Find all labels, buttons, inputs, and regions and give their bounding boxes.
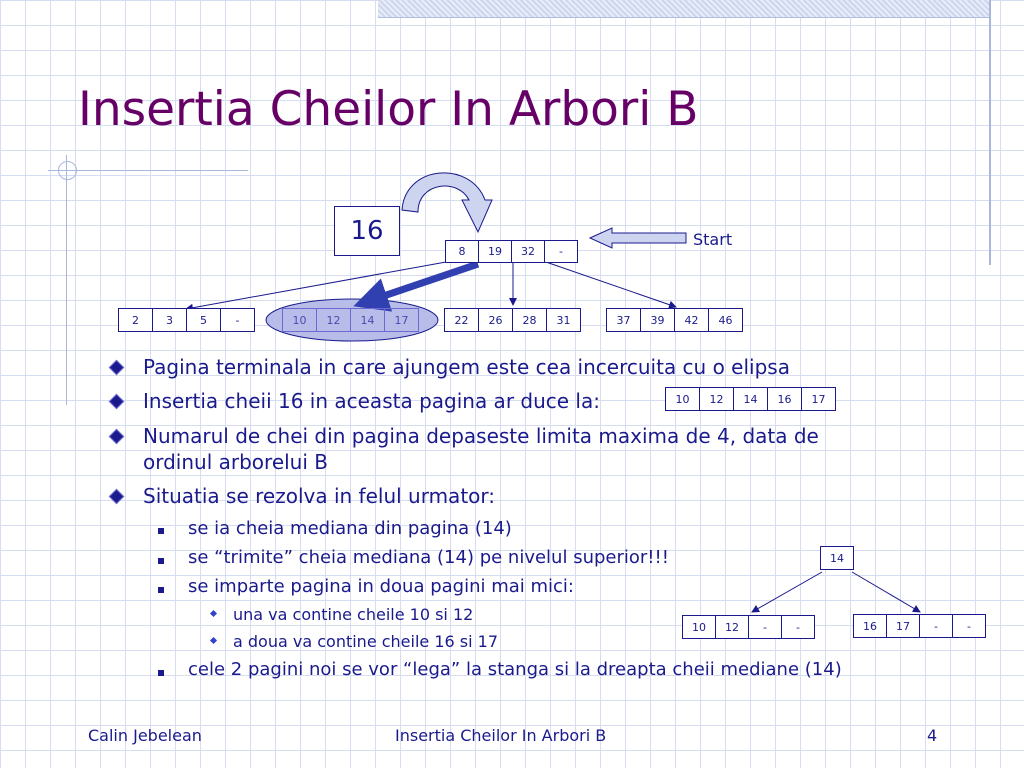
root-key: - — [544, 240, 578, 263]
slide-title: Insertia Cheilor In Arbori B — [78, 82, 699, 137]
overflow-key: 14 — [733, 387, 768, 411]
split-parent-key: 14 — [820, 546, 854, 570]
leaf-key: - — [220, 308, 255, 332]
split-right-node — [853, 614, 986, 638]
root-key: 19 — [478, 240, 512, 263]
start-arrow — [590, 228, 686, 248]
sub-sub-bullet-text: una va contine cheile 10 si 12 — [233, 605, 474, 624]
sub-bullet-text: se ia cheia mediana din pagina (14) — [188, 518, 512, 539]
bullet-text: Insertia cheii 16 in aceasta pagina ar duce la: — [143, 389, 600, 413]
split-left-key: 10 — [682, 615, 716, 639]
overflow-key: 10 — [665, 387, 700, 411]
leaf-key: 17 — [384, 308, 419, 332]
split-left-node — [682, 615, 815, 639]
overflow-key: 12 — [699, 387, 734, 411]
leaf-key: 46 — [708, 308, 743, 332]
leaf-key: 5 — [186, 308, 221, 332]
search-path-arrow — [360, 264, 478, 304]
leaf-key: 31 — [546, 308, 581, 332]
leaf-node-1 — [118, 308, 255, 332]
footer-title: Insertia Cheilor In Arbori B — [395, 726, 607, 745]
bullet-square-icon — [158, 670, 164, 676]
leaf-key: 12 — [316, 308, 351, 332]
leaf-key: 28 — [512, 308, 547, 332]
leaf-key: 22 — [444, 308, 479, 332]
split-right-key: 16 — [853, 614, 887, 638]
split-left-key: - — [748, 615, 782, 639]
leaf-key: 37 — [606, 308, 641, 332]
split-right-key: - — [952, 614, 986, 638]
leaf-key: 26 — [478, 308, 513, 332]
key-to-insert-box: 16 — [334, 206, 400, 256]
split-parent-node — [820, 546, 854, 570]
curved-insert-arrow — [402, 173, 492, 232]
footer-author: Calin Jebelean — [88, 726, 202, 745]
overflow-key: 17 — [801, 387, 836, 411]
leaf-key: 39 — [640, 308, 675, 332]
split-left-key: - — [781, 615, 815, 639]
bullet-square-icon — [158, 558, 164, 564]
bullet-text: Pagina terminala in care ajungem este cea incercuita cu o elipsa — [143, 355, 790, 379]
leaf-key: 14 — [350, 308, 385, 332]
leaf-key: 42 — [674, 308, 709, 332]
bullet-square-icon — [158, 587, 164, 593]
overflow-key: 16 — [767, 387, 802, 411]
leaf-node-2-target — [282, 308, 419, 332]
sub-bullet-text: se imparte pagina in doua pagini mai mici: — [188, 576, 574, 597]
leaf-key: 3 — [152, 308, 187, 332]
bullet-text: Numarul de chei din pagina depaseste limita maxima de 4, data de — [143, 424, 819, 448]
leaf-key: 2 — [118, 308, 153, 332]
bullet-text: Situatia se rezolva in felul urmator: — [143, 484, 496, 508]
footer-page-number: 4 — [927, 726, 938, 745]
leaf-node-4 — [606, 308, 743, 332]
bullet-text-continuation: ordinul arborelui B — [143, 450, 328, 474]
root-key: 32 — [511, 240, 545, 263]
bullet-square-icon — [158, 528, 164, 534]
leaf-key: 10 — [282, 308, 317, 332]
split-right-key: - — [919, 614, 953, 638]
sub-sub-bullet-text: a doua va contine cheile 16 si 17 — [233, 632, 499, 651]
sub-bullet-text: cele 2 pagini noi se vor “lega” la stanga si la dreapta cheii mediane (14) — [188, 659, 842, 680]
root-key: 8 — [445, 240, 479, 263]
sub-bullet-text: se “trimite” cheia mediana (14) pe nivelul superior!!! — [188, 547, 669, 568]
start-label: Start — [693, 230, 733, 249]
leaf-node-3 — [444, 308, 581, 332]
split-left-key: 12 — [715, 615, 749, 639]
root-node — [445, 240, 578, 263]
overflow-node — [665, 387, 836, 411]
split-right-key: 17 — [886, 614, 920, 638]
